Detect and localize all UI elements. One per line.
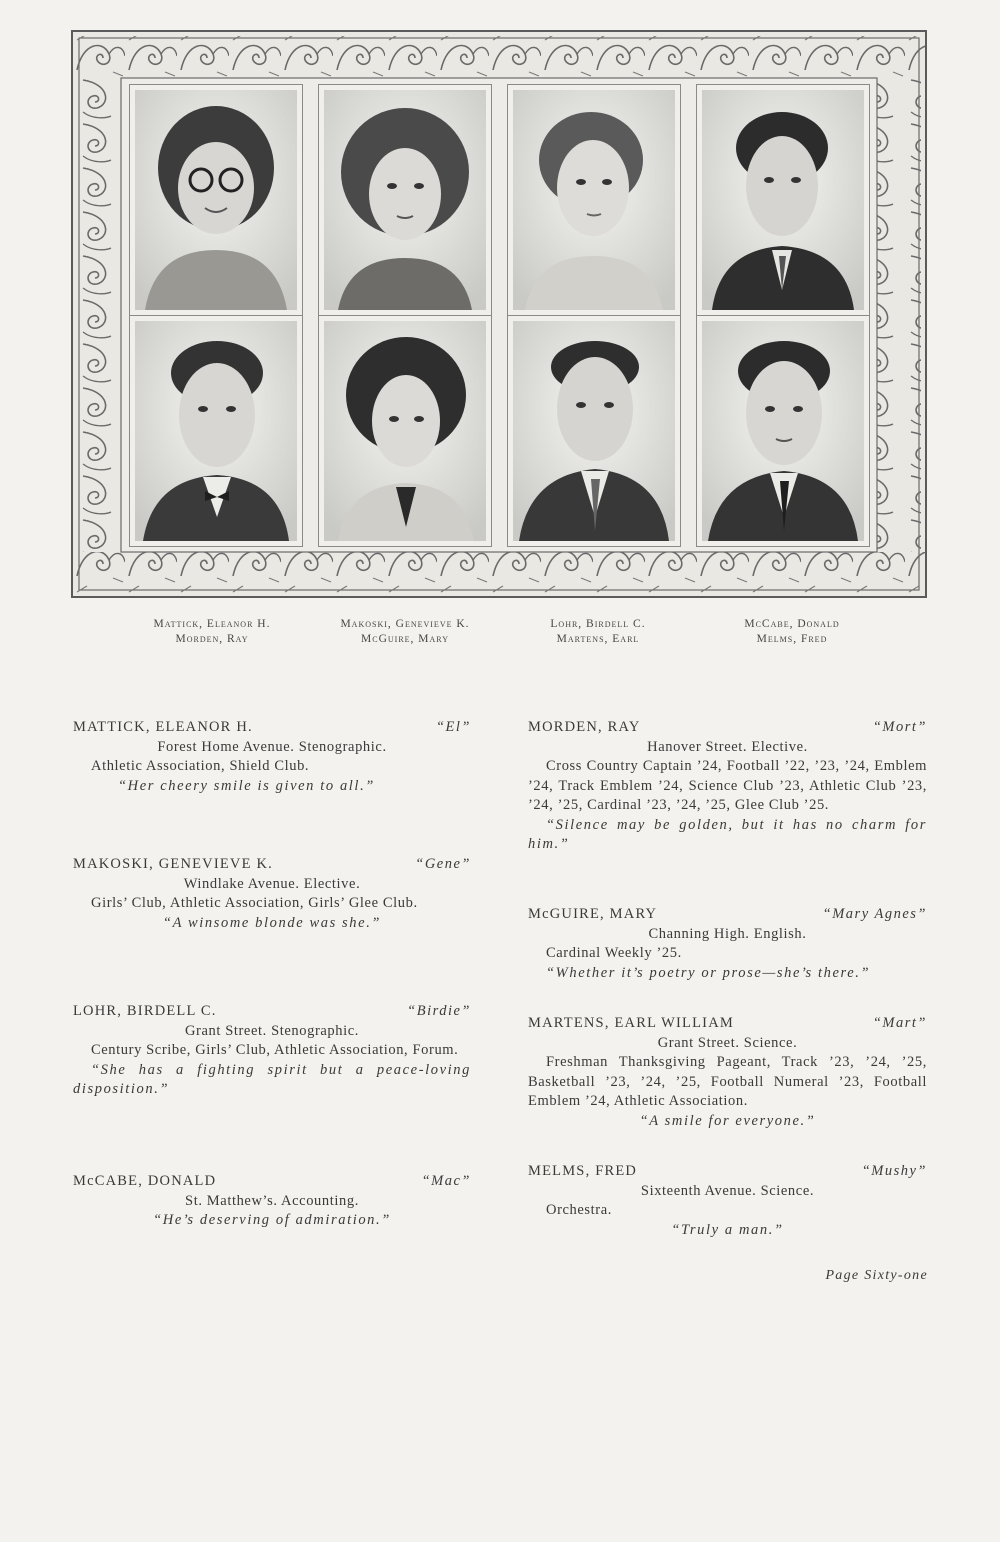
entry-morden	[528, 718, 927, 855]
entry-nickname: “Mart”	[872, 1015, 927, 1031]
entry-martens	[528, 1014, 927, 1131]
entry-activities: Orchestra.	[546, 1202, 612, 1218]
portrait-mattick	[129, 84, 303, 316]
entry-quote: “Silence may be golden, but it has no charm for him.”	[528, 816, 927, 852]
entry-quote: “A winsome blonde was she.”	[162, 914, 382, 931]
portrait-photo	[135, 90, 297, 310]
caption-line: Melms, Fred	[756, 633, 828, 645]
entry-quote: “Truly a man.”	[671, 1221, 784, 1238]
portrait-photo	[324, 90, 486, 310]
caption-column-4	[702, 617, 882, 647]
entry-quote: “He’s deserving of admiration.”	[153, 1212, 391, 1228]
caption-line: Lohr, Birdell C.	[550, 618, 646, 630]
entry-nickname: “Mort”	[872, 719, 927, 735]
caption-line: Martens, Earl	[556, 633, 640, 645]
caption-column-1	[122, 617, 302, 647]
entry-quote: “A smile for everyone.”	[639, 1112, 816, 1129]
caption-line: Morden, Ray	[175, 633, 249, 645]
portrait-photo	[135, 321, 297, 541]
entry-activities: Century Scribe, Girls’ Club, Athletic Association, Forum.	[91, 1042, 459, 1058]
entry-nickname: “Gene”	[415, 856, 471, 872]
entry-address: Forest Home Avenue. Stenographic.	[157, 738, 387, 755]
caption-line: McCabe, Donald	[744, 618, 840, 630]
entry-activities: Girls’ Club, Athletic Association, Girls’ Glee Club.	[91, 895, 418, 911]
entry-mattick	[73, 718, 471, 796]
portrait-melms	[696, 315, 870, 547]
entry-name: McGUIRE, MARY	[528, 906, 658, 922]
entry-address: Grant Street. Stenographic.	[184, 1022, 360, 1039]
entry-address: Windlake Avenue. Elective.	[183, 875, 361, 892]
entry-activities: Cross Country Captain ’24, Football ’22, ’23, ’24, Emblem ’24, Track Emblem ’24, Science Club ’23, Athletic Club ’23, ’24, ’25, Cardinal ’23, ’24, ’25, Glee Club ’25.	[528, 758, 927, 813]
entry-name: McCABE, DONALD	[73, 1173, 217, 1189]
entry-activities: Freshman Thanksgiving Pageant, Track ’23, ’24, ’25, Basketball ’23, ’24, ’25, Football Numeral ’23, Football Emblem ’24, Athletic Association.	[528, 1054, 927, 1109]
entry-nickname: “Mary Agnes”	[822, 906, 927, 922]
entry-address: Hanover Street. Elective.	[647, 738, 808, 755]
entry-mccabe	[73, 1172, 471, 1231]
entry-address: Sixteenth Avenue. Science.	[640, 1182, 815, 1199]
entry-activities: Athletic Association, Shield Club.	[91, 758, 310, 774]
caption-column-2	[310, 617, 500, 647]
entry-nickname: “Mac”	[421, 1173, 471, 1189]
entry-nickname: “El”	[435, 719, 471, 735]
entry-name: MARTENS, EARL WILLIAM	[528, 1015, 734, 1031]
portrait-mcguire	[318, 315, 492, 547]
entry-quote: “Whether it’s poetry or prose—she’s there.”	[546, 964, 871, 981]
entry-nickname: “Mushy”	[861, 1163, 927, 1179]
portrait-makoski	[318, 84, 492, 316]
entry-address: Grant Street. Science.	[657, 1034, 798, 1051]
entry-makoski	[73, 855, 471, 933]
entry-lohr	[73, 1002, 471, 1100]
entry-name: MATTICK, ELEANOR H.	[73, 719, 253, 735]
entry-melms	[528, 1162, 927, 1240]
portrait-photo	[324, 321, 486, 541]
entry-address: St. Matthew’s. Accounting.	[185, 1192, 359, 1209]
page-number: Page Sixty-one	[825, 1268, 928, 1283]
entry-address: Channing High. English.	[648, 925, 807, 942]
portrait-mccabe	[696, 84, 870, 316]
photo-frame	[71, 30, 927, 598]
entry-activities: Cardinal Weekly ’25.	[546, 945, 682, 961]
entry-nickname: “Birdie”	[407, 1003, 471, 1019]
entry-quote: “She has a fighting spirit but a peace-loving disposition.”	[73, 1061, 471, 1097]
entry-name: MELMS, FRED	[528, 1163, 638, 1179]
portrait-photo	[702, 90, 864, 310]
portrait-photo	[513, 90, 675, 310]
caption-line: McGuire, Mary	[361, 633, 449, 645]
portrait-photo	[513, 321, 675, 541]
entry-quote: “Her cheery smile is given to all.”	[118, 777, 375, 794]
portrait-morden	[129, 315, 303, 547]
caption-line: Makoski, Genevieve K.	[340, 618, 470, 630]
entry-name: MAKOSKI, GENEVIEVE K.	[73, 856, 273, 872]
portrait-photo	[702, 321, 864, 541]
caption-column-3	[510, 617, 686, 647]
entry-mcguire	[528, 905, 927, 983]
entry-name: LOHR, BIRDELL C.	[73, 1003, 217, 1019]
portrait-lohr	[507, 84, 681, 316]
caption-line: Mattick, Eleanor H.	[153, 618, 271, 630]
entry-name: MORDEN, RAY	[528, 719, 641, 735]
portrait-martens	[507, 315, 681, 547]
